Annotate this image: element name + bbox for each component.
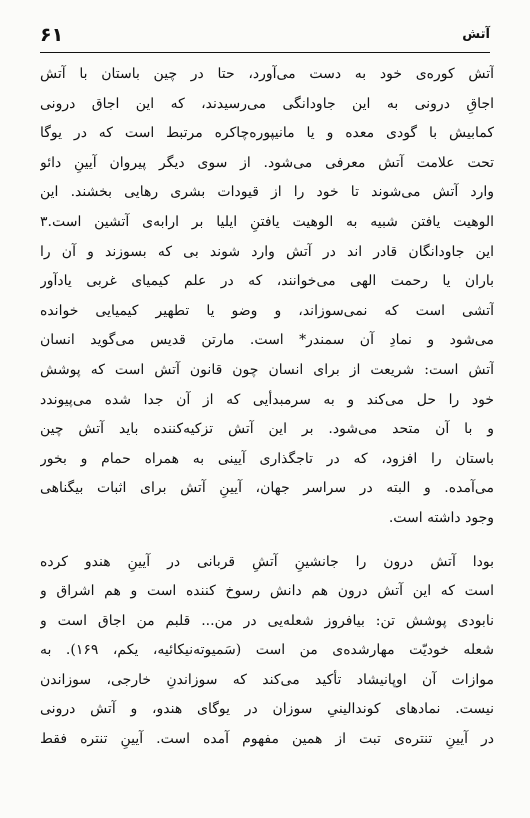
text-line: در آیینِ تنتره‌ی تبت از همین مفهوم آمده است. آیینِ تنتره فقط: [40, 731, 494, 748]
text-line: این جاودانگان قادر اند در آتش وارد شوند بی که بسوزند و آن را: [40, 243, 494, 260]
text-line: الوهیت یافتن شبیه به الوهیت یافتنِ ایلیا بر ارابه‌ی آتشین است.۳: [40, 213, 494, 230]
page-header: [40, 22, 490, 52]
text-line: نیست. نمادهای کوندالینیِ سوزان در یوگای هندو، و آتش درونی: [40, 701, 494, 718]
text-line: وارد آتش می‌شوند تا خود را از قیودات بشری رهایی بخشند. این: [40, 184, 494, 201]
text-line: می‌آمده. و البته در سراسر جهان، آیینِ آتش برای اثبات بیگناهی: [40, 480, 494, 497]
text-line: آتش کوره‌ی خود به دست می‌آورد، حتا در چین باستان با آتش: [40, 66, 494, 82]
running-title: آتش: [462, 27, 490, 42]
text-line: شعله خودیّت مهارشده‌ی من است (سَمیوته‌نیکائیه، یکم، ۱۶۹). به: [40, 642, 494, 659]
text-line: و با آن متحد می‌شود. بر این آتش تزکیه‌کننده باید آتش چین: [40, 421, 494, 438]
text-line: آتشی است که نمی‌سوزاند، و وضو یا تطهیر کیمیایی خوانده: [40, 302, 494, 319]
text-line: وجود داشته است.: [388, 509, 494, 526]
text-line: اجاقِ درونی به این جاودانگی می‌رسیدند، که این اجاق درونی: [40, 95, 494, 112]
text-line: کمابیش با گودی معده و یا مانیپوره‌چاکره مرتبط است که در یوگا: [40, 125, 494, 142]
text-line: تحت علامت آتش معرفی می‌شود. از سوی دیگر پیروان آیینِ دائو: [40, 154, 494, 171]
text-line: نابودی پوشش تن: بیافروز شعله‌یی در من... قلبم من اجاق است و: [40, 612, 494, 629]
text-line: آتش است: شریعت از برای انسان چون قانون آتش است که پوشش: [40, 361, 494, 378]
text-line: خود را حل می‌کند و به سرمبدأیی که از آن جدا شده می‌پیوندد: [40, 391, 494, 408]
body-text: [40, 60, 494, 755]
text-line: می‌شود و نمادِ آن سمندر* است. مارتن قدیس می‌گوید انسان: [40, 332, 494, 349]
text-line: موازات آن اوپانیشاد تأکید می‌کند که سوزاندنِ خارجی، سوزاندن: [40, 671, 494, 688]
header-rule: [40, 52, 490, 53]
text-line: باران یا رحمت الهی می‌خوانند، که در علم کیمیای غربی یادآور: [40, 273, 494, 290]
text-line: بودا آتش درون را جانشینِ آتشِ قربانی در آیینِ هندو کرده: [40, 553, 494, 570]
text-line: است که این آتش درون هم دانش رسوخ کننده است و هم اشراق و: [40, 583, 494, 600]
text-line: باستان را افزود، که در تاجگذاری آیینی به همراه حمام و بخور: [40, 450, 494, 467]
page-number: ۶۱: [40, 24, 64, 46]
